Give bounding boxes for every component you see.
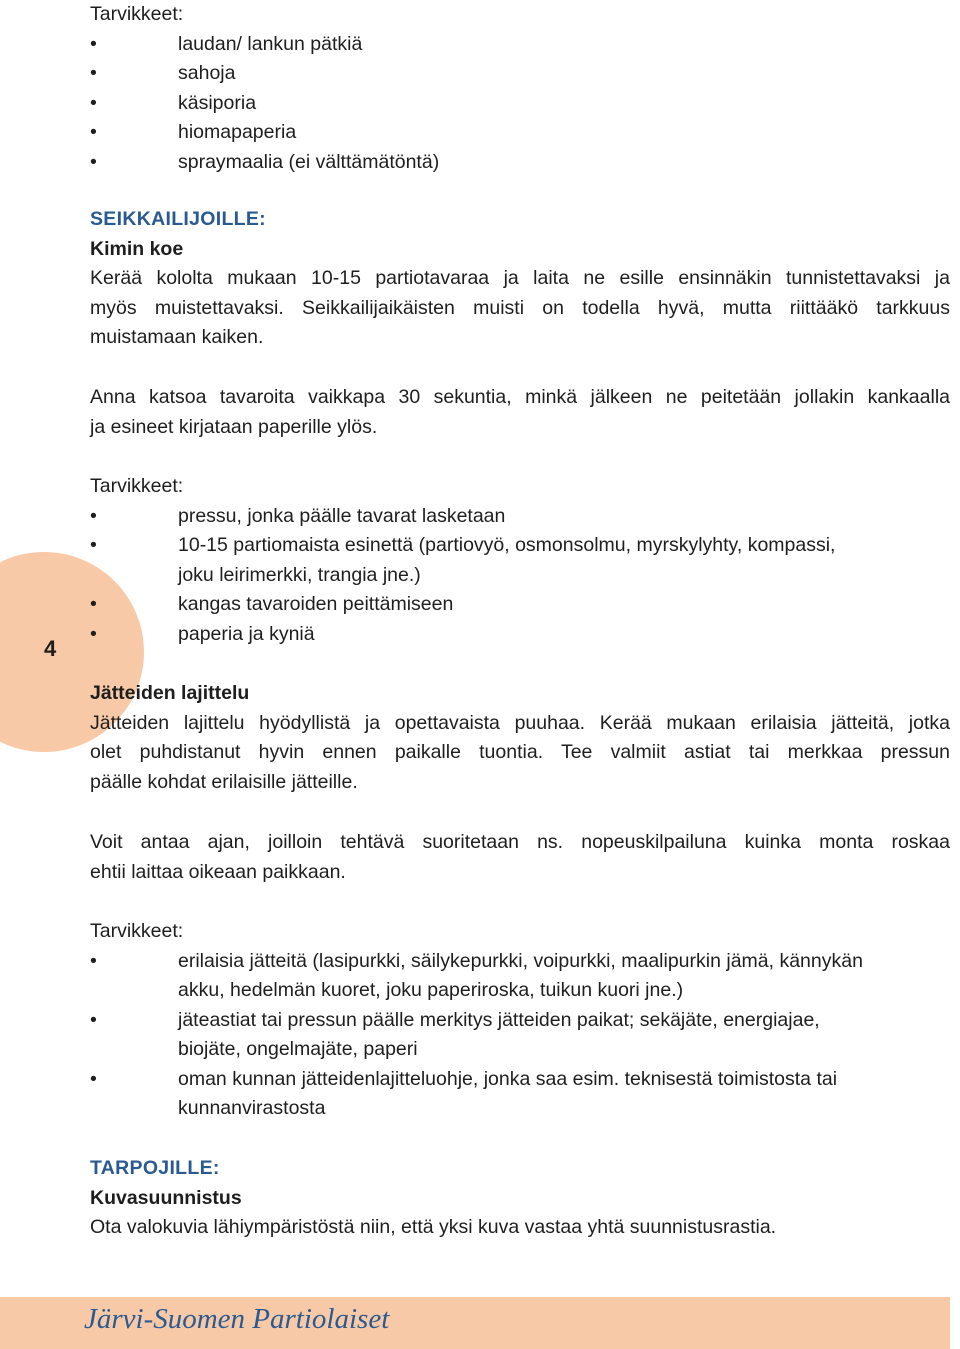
paragraph (90, 383, 950, 442)
materials-label: Tarvikkeet: (90, 475, 184, 497)
paragraph-line: Voit antaa ajan, joilloin tehtävä suoritetaan ns. nopeuskilpailuna kuinka monta roskaa (90, 831, 950, 853)
list-item: • erilaisia jätteitä (lasipurkki, säilykepurkki, voipurkki, maalipurkin jämä, kännykän akku, hedelmän kuoret, joku paperiroska, tuikun kuori jne.) (90, 947, 950, 1006)
activity-title: Kuvasuunnistus (90, 1186, 242, 1209)
materials-list-3 (90, 947, 950, 1124)
section-heading: SEIKKAILIJOILLE: (90, 208, 266, 230)
jatteiden-lajittelu-section (90, 679, 950, 797)
paragraph-line: päälle kohdat erilaisille jätteille. (90, 770, 358, 793)
paragraph (90, 828, 950, 887)
paragraph-line: muistamaan kaiken. (90, 326, 264, 348)
list-item: • 10-15 partiomaista esinettä (partiovyö, osmonsolmu, myrskylyhty, kompassi, joku leirimerkki, trangia jne.) (90, 531, 950, 590)
materials-label: Tarvikkeet: (90, 920, 184, 942)
list-item: • kangas tavaroiden peittämiseen (90, 590, 950, 620)
paragraph-line: Ota valokuvia lähiympäristöstä niin, että yksi kuva vastaa yhtä suunnistusrastia. (90, 1216, 777, 1238)
section-heading: TARPOJILLE: (90, 1157, 220, 1179)
paragraph-line: ehtii laittaa oikeaan paikkaan. (90, 860, 346, 883)
paragraph-line: Kerää kololta mukaan 10-15 partiotavaraa ja laita ne esille ensinnäkin tunnistettavaksi ja (90, 267, 950, 289)
list-item: • spraymaalia (ei välttämätöntä) (90, 148, 950, 178)
activity-title: Kimin koe (90, 237, 184, 260)
materials-section-1 (90, 0, 950, 177)
paragraph (90, 709, 950, 798)
tarpojille-section (90, 1154, 950, 1243)
materials-section-3 (90, 917, 950, 1124)
page-number: 4 (44, 636, 57, 661)
paragraph-line: myös muistettavaksi. Seikkailijaikäisten muisti on todella hyvä, mutta riittääkö tarkkuus (90, 296, 950, 319)
seikkailijoille-section (90, 205, 950, 353)
materials-list-1 (90, 30, 950, 178)
list-item: • käsiporia (90, 89, 950, 119)
list-item: • sahoja (90, 59, 950, 89)
list-item: • paperia ja kyniä (90, 620, 950, 650)
paragraph-line: olet puhdistanut hyvin ennen paikalle tuontia. Tee valmiit astiat tai merkkaa pressun (90, 741, 950, 763)
list-item: • hiomapaperia (90, 118, 950, 148)
list-item: • oman kunnan jätteidenlajitteluohje, jonka saa esim. teknisestä toimistosta tai kunnanvirastosta (90, 1065, 950, 1124)
footer-organization: Järvi-Suomen Partiolaiset (84, 1303, 390, 1335)
paragraph (90, 264, 950, 353)
paragraph-line: Jätteiden lajittelu hyödyllistä ja opettavaista puuhaa. Kerää mukaan erilaisia jätteitä, jotka (90, 711, 950, 734)
materials-list-2 (90, 502, 950, 650)
materials-label: Tarvikkeet: (90, 3, 184, 25)
materials-section-2 (90, 472, 950, 649)
paragraph-line: ja esineet kirjataan paperille ylös. (90, 415, 378, 438)
activity-title: Jätteiden lajittelu (90, 682, 250, 704)
paragraph-line: Anna katsoa tavaroita vaikkapa 30 sekuntia, minkä jälkeen ne peitetään jollakin kankaalla (90, 386, 950, 408)
list-item: • pressu, jonka päälle tavarat lasketaan (90, 502, 950, 532)
list-item: • laudan/ lankun pätkiä (90, 30, 950, 60)
list-item: • jäteastiat tai pressun päälle merkitys jätteiden paikat; sekäjäte, energiajae, biojäte, ongelmajäte, paperi (90, 1006, 950, 1065)
